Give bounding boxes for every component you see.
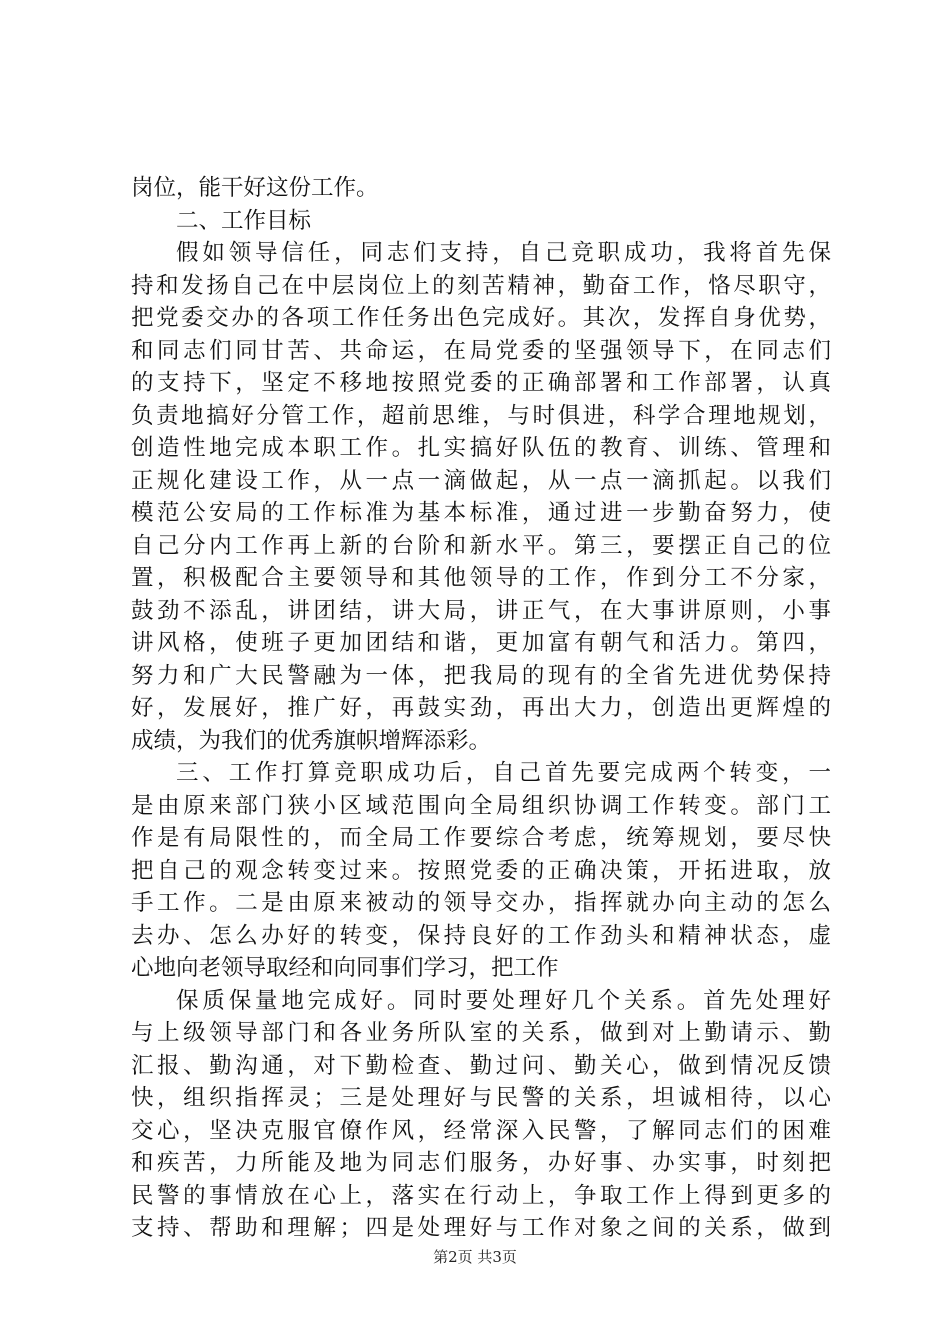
text-line: 鼓劲不添乱，讲团结，讲大局，讲正气，在大事讲原则，小事	[131, 597, 831, 624]
text-line: 支持、帮助和理解；四是处理好与工作对象之间的关系，做到	[131, 1215, 831, 1241]
page-footer: 第2页 共3页	[433, 1248, 517, 1266]
text-line: 模范公安局的工作标准为基本标准，通过进一步勤奋努力，使	[131, 500, 831, 526]
text-line: 持和发扬自己在中层岗位上的刻苦精神，勤奋工作，恪尽职守，	[131, 272, 831, 299]
text-line: 的支持下，坚定不移地按照党委的正确部署和工作部署，认真	[131, 370, 831, 396]
text-line: 与上级领导部门和各业务所队室的关系，做到对上勤请示、勤	[131, 1020, 831, 1046]
text-line: 和疾苦，力所能及地为同志们服务，办好事、办实事，时刻把	[131, 1150, 831, 1176]
text-line: 汇报、勤沟通，对下勤检查、勤过问、勤关心，做到情况反馈	[131, 1052, 831, 1079]
text-line: 是由原来部门狭小区域范围向全局组织协调工作转变。部门工	[131, 792, 831, 819]
text-line: 快，组织指挥灵；三是处理好与民警的关系，坦诚相待，以心	[131, 1085, 831, 1111]
text-line: 好，发展好，推广好，再鼓实劲，再出大力，创造出更辉煌的	[131, 695, 831, 721]
text-line: 作是有局限性的，而全局工作要综合考虑，统筹规划，要尽快	[131, 825, 831, 851]
text-line: 去办、怎么办好的转变，保持良好的工作劲头和精神状态，虚	[131, 922, 831, 949]
text-line: 自己分内工作再上新的台阶和新水平。第三，要摆正自己的位	[131, 532, 831, 559]
text-line: 努力和广大民警融为一体，把我局的现有的全省先进优势保持	[131, 662, 831, 689]
text-line: 把自己的观念转变过来。按照党委的正确决策，开拓进取，放	[131, 857, 831, 884]
text-line: 岗位，能干好这份工作。	[131, 175, 379, 201]
text-line: 和同志们同甘苦、共命运，在局党委的坚强领导下，在同志们	[131, 337, 831, 364]
text-line: 民警的事情放在心上，落实在行动上，争取工作上得到更多的	[131, 1182, 831, 1209]
document-body	[131, 172, 831, 1245]
text-line: 心地向老领导取经和向同事们学习，把工作	[131, 955, 559, 981]
text-line: 三、工作打算竞职成功后，自己首先要完成两个转变，一	[176, 760, 831, 786]
text-line: 二、工作目标	[176, 207, 312, 234]
text-line: 手工作。二是由原来被动的领导交办，指挥就办向主动的怎么	[131, 890, 831, 916]
text-line: 把党委交办的各项工作任务出色完成好。其次，发挥自身优势，	[131, 305, 831, 331]
text-line: 交心，坚决克服官僚作风，经常深入民警，了解同志们的困难	[131, 1117, 831, 1144]
text-line: 保质保量地完成好。同时要处理好几个关系。首先处理好	[176, 987, 831, 1014]
text-line: 讲风格，使班子更加团结和谐，更加富有朝气和活力。第四，	[131, 630, 831, 656]
text-line: 正规化建设工作，从一点一滴做起，从一点一滴抓起。以我们	[131, 467, 831, 494]
text-line: 假如领导信任，同志们支持，自己竞职成功，我将首先保	[176, 240, 831, 266]
text-line: 创造性地完成本职工作。扎实搞好队伍的教育、训练、管理和	[131, 435, 831, 461]
text-line: 负责地搞好分管工作，超前思维，与时俱进，科学合理地规划，	[131, 402, 831, 429]
text-line: 置，积极配合主要领导和其他领导的工作，作到分工不分家，	[131, 565, 831, 591]
text-line: 成绩，为我们的优秀旗帜增辉添彩。	[131, 727, 492, 754]
